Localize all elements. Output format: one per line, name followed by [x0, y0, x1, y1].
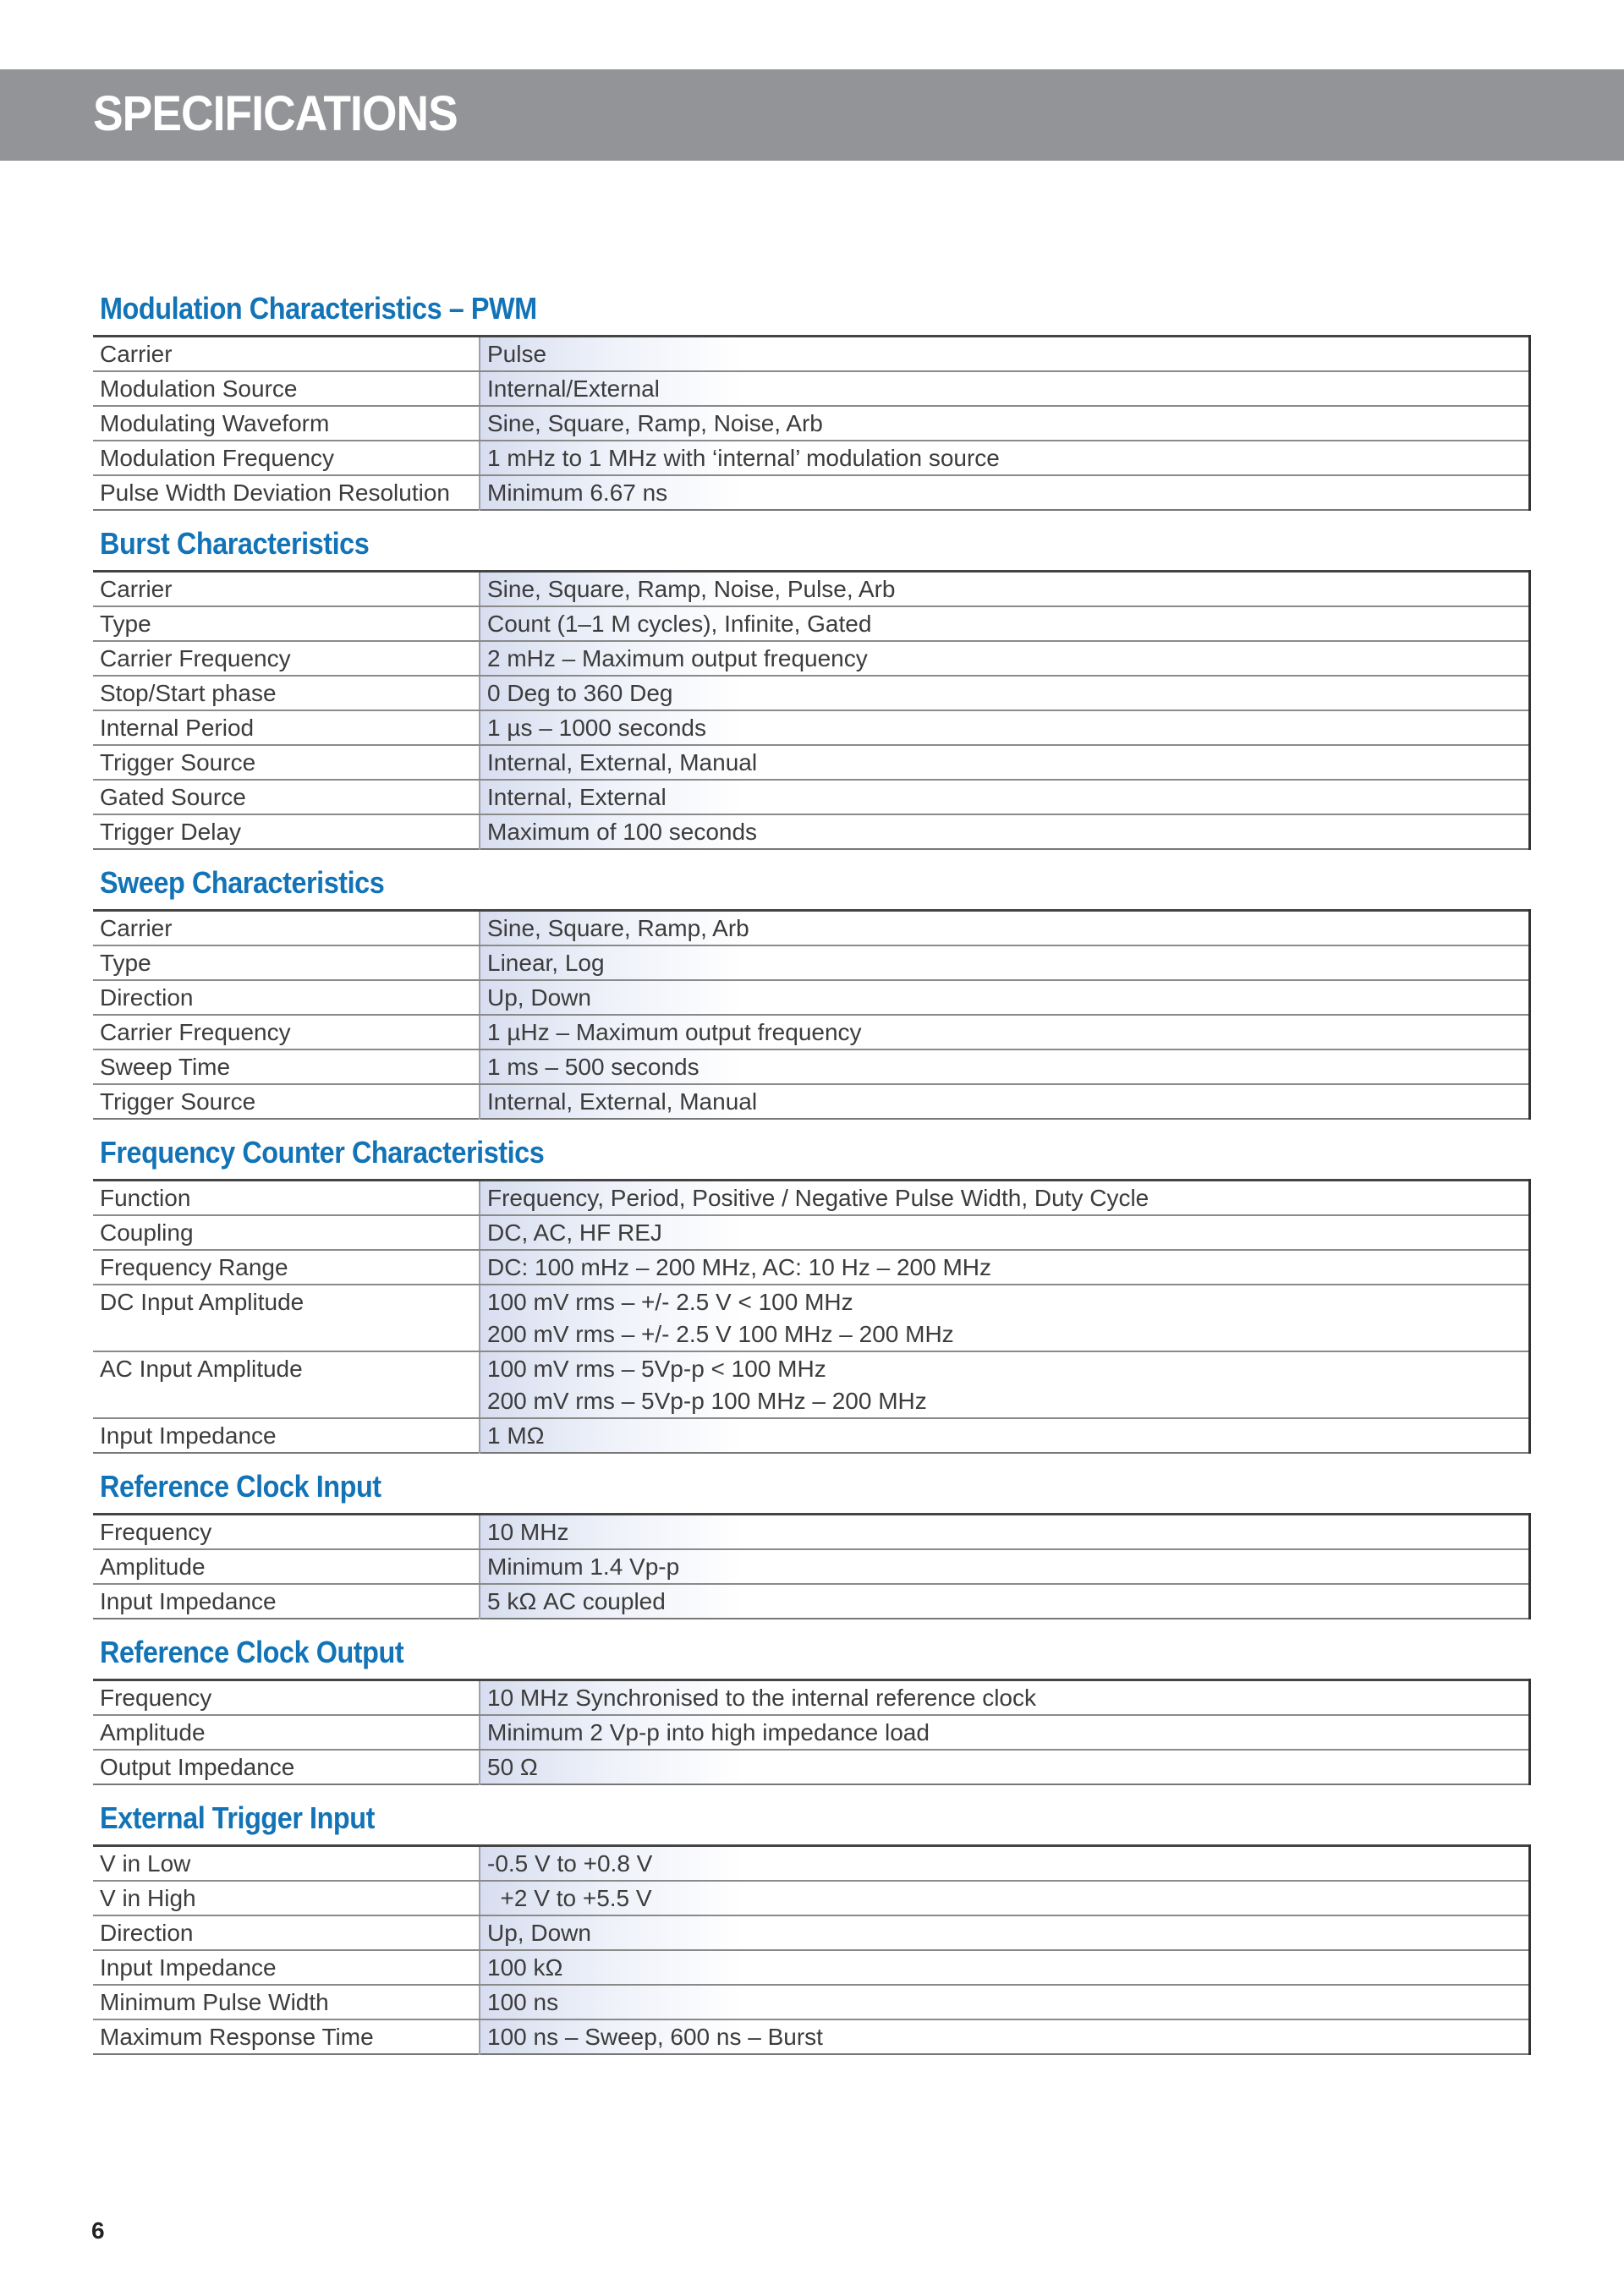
spec-value-line: 2 mHz – Maximum output frequency [487, 645, 868, 671]
table-row [93, 1418, 1530, 1453]
table-row [93, 1084, 1530, 1119]
spec-label: Frequency [93, 1680, 480, 1716]
spec-label: Pulse Width Deviation Resolution [100, 479, 450, 506]
table-row [93, 2019, 1530, 2054]
spec-value [480, 1181, 1530, 1216]
spec-value-line: DC, AC, HF REJ [487, 1219, 662, 1246]
spec-label: Direction [93, 1915, 480, 1950]
table-row [93, 641, 1530, 676]
spec-label: Minimum Pulse Width [93, 1985, 480, 2019]
spec-value-line: Sine, Square, Ramp, Arb [487, 915, 749, 941]
table-row [93, 1881, 1530, 1915]
spec-value [480, 1515, 1530, 1550]
spec-value-line: 1 mHz to 1 MHz with ‘internal’ modulation source [487, 445, 1000, 471]
spec-value-line: Sine, Square, Ramp, Noise, Pulse, Arb [487, 576, 896, 602]
spec-value [480, 1881, 1530, 1915]
spec-value-line: 100 ns [487, 1989, 559, 2015]
spec-label: Amplitude [93, 1549, 480, 1584]
spec-section [93, 523, 1531, 850]
section-title: Modulation Characteristics – PWM [100, 291, 537, 326]
spec-label: V in Low [93, 1846, 480, 1882]
spec-table [93, 1513, 1531, 1619]
table-row [93, 1715, 1530, 1750]
spec-label: Type [93, 945, 480, 980]
spec-value [480, 745, 1530, 780]
spec-value [480, 1418, 1530, 1453]
spec-label: Trigger Delay [100, 819, 242, 845]
spec-value-line: 50 Ω [487, 1754, 538, 1780]
spec-value [480, 475, 1530, 510]
spec-label: Output Impedance [100, 1754, 295, 1780]
table-row [93, 1950, 1530, 1985]
spec-label: Direction [93, 980, 480, 1015]
spec-value [480, 1950, 1530, 1985]
spec-label: Internal Period [93, 710, 480, 745]
spec-value-line: -0.5 V to +0.8 V [487, 1850, 653, 1877]
spec-value-line: Internal, External, Manual [487, 749, 758, 775]
spec-value [480, 371, 1530, 406]
spec-value-line: Up, Down [487, 984, 591, 1011]
table-row [93, 1985, 1530, 2019]
table-row [93, 676, 1530, 710]
spec-value-line: 100 mV rms – 5Vp-p < 100 MHz [487, 1356, 826, 1382]
spec-value-line: Frequency, Period, Positive / Negative Pulse Width, Duty Cycle [487, 1185, 1149, 1211]
spec-value [480, 2019, 1530, 2054]
spec-label: Amplitude [93, 1715, 480, 1750]
spec-label: AC Input Amplitude [93, 1351, 480, 1418]
spec-value-line: Linear, Log [487, 950, 605, 976]
page-title: SPECIFICATIONS [93, 86, 458, 141]
spec-value [480, 1215, 1530, 1250]
spec-value-line: 10 MHz Synchronised to the internal reference clock [487, 1685, 1036, 1711]
spec-value-line: 100 kΩ [487, 1954, 563, 1981]
section-title: Reference Clock Input [100, 1469, 381, 1504]
spec-value [480, 1715, 1530, 1750]
spec-value-line: 1 ms – 500 seconds [487, 1054, 700, 1080]
spec-table [93, 1179, 1531, 1454]
table-row [93, 1015, 1530, 1049]
table-row [93, 1215, 1530, 1250]
spec-table [93, 1844, 1531, 2055]
spec-section [93, 1797, 1531, 2055]
table-row [93, 780, 1530, 814]
spec-value-line: +2 V to +5.5 V [487, 1885, 652, 1911]
spec-value-line: Minimum 2 Vp-p into high impedance load [487, 1719, 930, 1745]
spec-value [480, 1915, 1530, 1950]
spec-value [480, 1015, 1530, 1049]
spec-value [480, 1250, 1530, 1285]
spec-value [480, 1985, 1530, 2019]
spec-value [480, 1049, 1530, 1084]
spec-value-line: 1 µs – 1000 seconds [487, 715, 706, 741]
spec-value-line: Internal, External [487, 784, 667, 810]
spec-value [480, 911, 1530, 946]
spec-value [480, 1285, 1530, 1351]
table-row [93, 1680, 1530, 1716]
spec-value [480, 1084, 1530, 1119]
spec-value [480, 1846, 1530, 1882]
spec-value [480, 641, 1530, 676]
spec-value [480, 814, 1530, 849]
spec-label: Gated Source [93, 780, 480, 814]
spec-label: Carrier Frequency [93, 1015, 480, 1049]
spec-value-line: Sine, Square, Ramp, Noise, Arb [487, 410, 823, 436]
spec-value [480, 1680, 1530, 1716]
spec-section [93, 862, 1531, 1120]
spec-value [480, 1549, 1530, 1584]
spec-label: Carrier Frequency [93, 641, 480, 676]
spec-label: Input Impedance [100, 1422, 277, 1449]
spec-section [93, 288, 1531, 511]
spec-label: Function [93, 1181, 480, 1216]
spec-label: Input Impedance [93, 1950, 480, 1985]
spec-section [93, 1631, 1531, 1785]
spec-value [480, 980, 1530, 1015]
spec-value-line: 5 kΩ AC coupled [487, 1588, 666, 1614]
table-row [93, 406, 1530, 441]
table-row [93, 1285, 1530, 1351]
spec-value [480, 945, 1530, 980]
spec-label: DC Input Amplitude [93, 1285, 480, 1351]
spec-value [480, 780, 1530, 814]
section-title: Frequency Counter Characteristics [100, 1135, 545, 1170]
table-row [93, 1250, 1530, 1285]
spec-value-line: 100 ns – Sweep, 600 ns – Burst [487, 2024, 823, 2050]
spec-table [93, 1679, 1531, 1785]
section-title: Sweep Characteristics [100, 865, 385, 900]
spec-value-line: 10 MHz [487, 1519, 569, 1545]
spec-value-line: Count (1–1 M cycles), Infinite, Gated [487, 611, 872, 637]
spec-value [480, 606, 1530, 641]
table-row [93, 337, 1530, 372]
spec-label: Coupling [93, 1215, 480, 1250]
spec-label: Modulating Waveform [93, 406, 480, 441]
spec-value [480, 1750, 1530, 1784]
spec-value [480, 572, 1530, 607]
spec-label: Frequency [93, 1515, 480, 1550]
spec-label: Type [93, 606, 480, 641]
spec-table [93, 570, 1531, 850]
spec-label: Trigger Source [100, 1088, 256, 1115]
spec-table [93, 335, 1531, 511]
table-row [93, 980, 1530, 1015]
spec-label: Frequency Range [93, 1250, 480, 1285]
spec-label: Sweep Time [93, 1049, 480, 1084]
table-row [93, 572, 1530, 607]
spec-label: Carrier [93, 572, 480, 607]
spec-label: Carrier [93, 337, 480, 372]
table-row [93, 1351, 1530, 1418]
table-row [93, 1549, 1530, 1584]
spec-value-line: Pulse [487, 341, 547, 367]
table-row [93, 710, 1530, 745]
spec-label: Trigger Source [93, 745, 480, 780]
spec-content [93, 288, 1531, 2067]
spec-label: Modulation Frequency [93, 441, 480, 475]
spec-table [93, 909, 1531, 1120]
section-title: External Trigger Input [100, 1800, 375, 1835]
table-row [93, 745, 1530, 780]
spec-value-line: 200 mV rms – +/- 2.5 V 100 MHz – 200 MHz [487, 1321, 954, 1347]
spec-value-line: 200 mV rms – 5Vp-p 100 MHz – 200 MHz [487, 1388, 927, 1414]
section-title: Burst Characteristics [100, 526, 370, 561]
table-row [93, 1049, 1530, 1084]
spec-value [480, 337, 1530, 372]
spec-label: Maximum Response Time [100, 2024, 374, 2050]
table-row [93, 441, 1530, 475]
spec-value [480, 1584, 1530, 1619]
table-row [93, 1181, 1530, 1216]
section-title: Reference Clock Output [100, 1635, 404, 1669]
spec-value-line: DC: 100 mHz – 200 MHz, AC: 10 Hz – 200 MHz [487, 1254, 991, 1280]
table-row [93, 1515, 1530, 1550]
spec-value [480, 676, 1530, 710]
table-row [93, 1750, 1530, 1784]
table-row [93, 1846, 1530, 1882]
spec-value-line: Maximum of 100 seconds [487, 819, 758, 845]
table-row [93, 814, 1530, 849]
spec-value-line: 1 µHz – Maximum output frequency [487, 1019, 862, 1045]
table-row [93, 371, 1530, 406]
spec-value-line: 0 Deg to 360 Deg [487, 680, 673, 706]
spec-value [480, 1351, 1530, 1418]
spec-label: Stop/Start phase [93, 676, 480, 710]
table-row [93, 945, 1530, 980]
table-row [93, 606, 1530, 641]
spec-value-line: 1 MΩ [487, 1422, 545, 1449]
spec-value [480, 441, 1530, 475]
table-row [93, 475, 1530, 510]
spec-section [93, 1132, 1531, 1454]
spec-value [480, 406, 1530, 441]
table-row [93, 1584, 1530, 1619]
page-number: 6 [91, 2217, 105, 2244]
spec-label: Carrier [93, 911, 480, 946]
spec-label: V in High [93, 1881, 480, 1915]
spec-value-line: Minimum 6.67 ns [487, 479, 668, 506]
table-row [93, 1915, 1530, 1950]
spec-section [93, 1466, 1531, 1619]
spec-value-line: Internal, External, Manual [487, 1088, 758, 1115]
spec-label: Input Impedance [100, 1588, 277, 1614]
table-row [93, 911, 1530, 946]
spec-value-line: 100 mV rms – +/- 2.5 V < 100 MHz [487, 1289, 853, 1315]
spec-value-line: Up, Down [487, 1920, 591, 1946]
spec-value-line: Minimum 1.4 Vp-p [487, 1553, 680, 1580]
spec-value [480, 710, 1530, 745]
spec-label: Modulation Source [93, 371, 480, 406]
spec-value-line: Internal/External [487, 375, 660, 402]
